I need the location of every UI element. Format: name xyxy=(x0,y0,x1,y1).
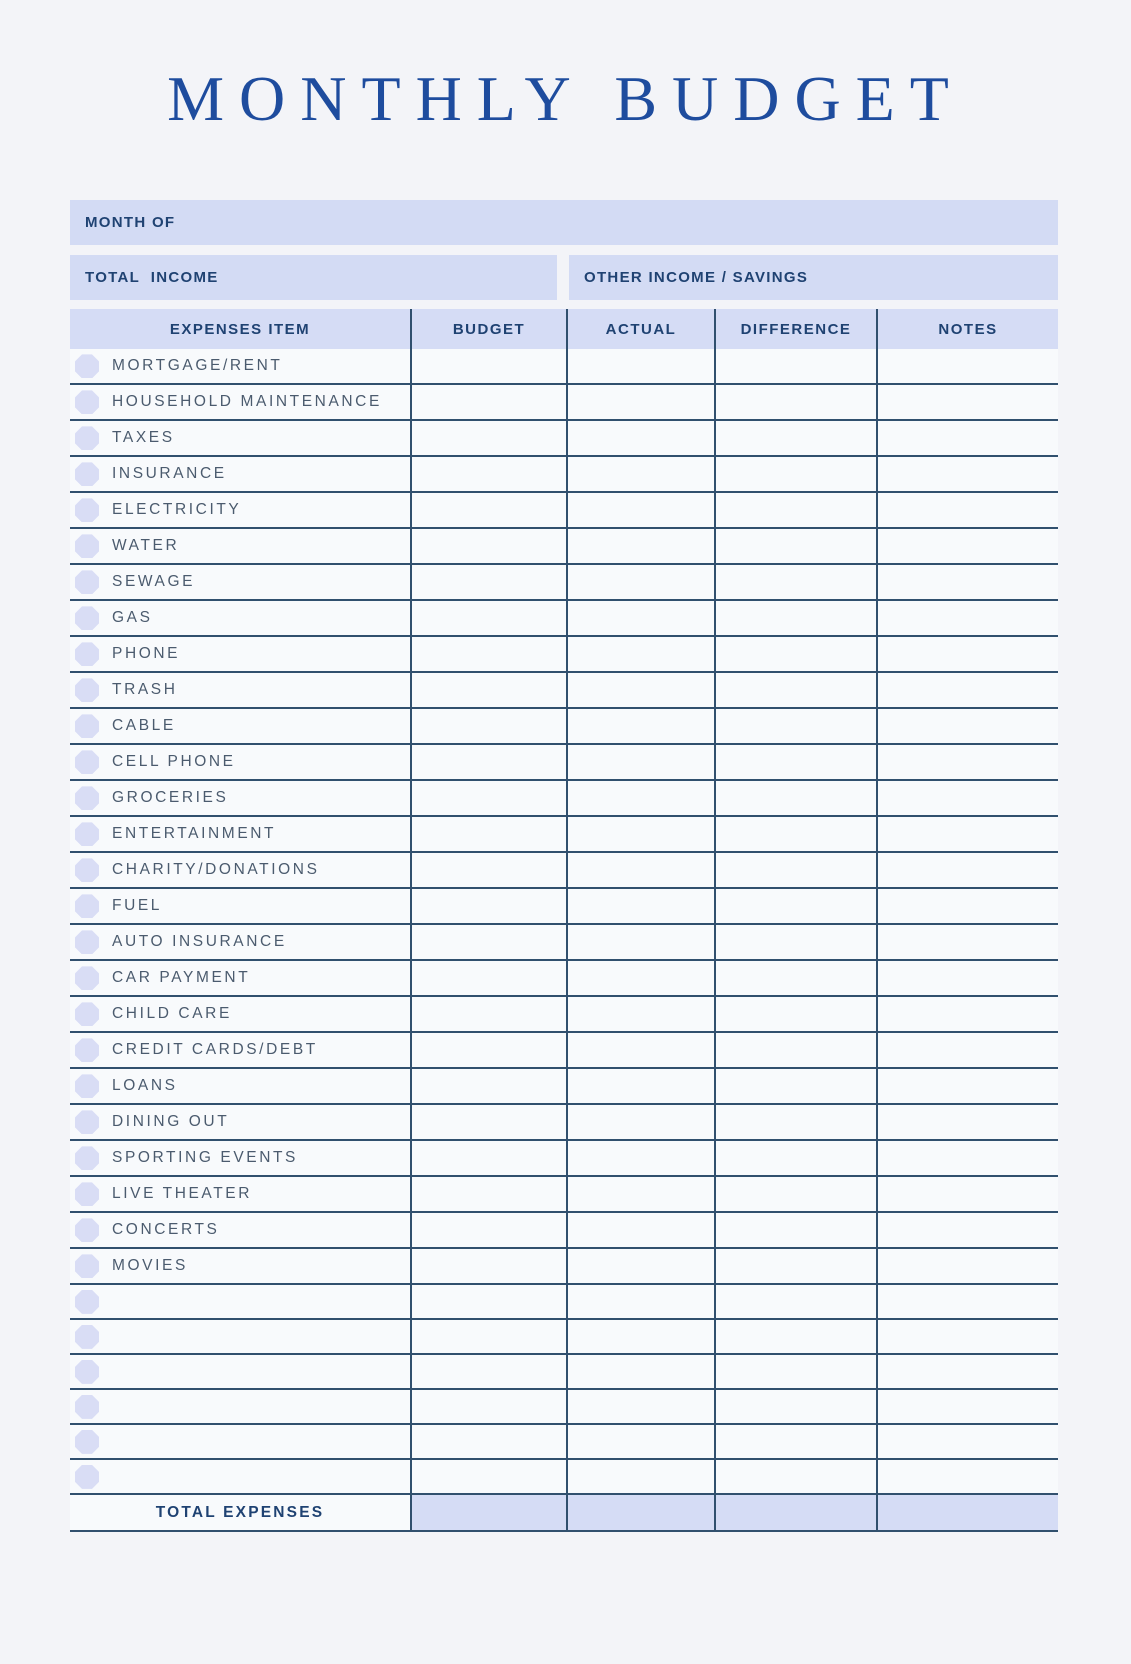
budget-cell xyxy=(410,385,566,419)
budget-cell xyxy=(410,565,566,599)
expense-row xyxy=(70,673,1058,709)
expense-row xyxy=(70,457,1058,493)
difference-cell xyxy=(714,961,876,995)
notes-cell xyxy=(876,1320,1058,1353)
expense-item-cell xyxy=(70,853,410,887)
notes-cell xyxy=(876,1355,1058,1388)
budget-cell xyxy=(410,1249,566,1283)
notes-cell xyxy=(876,709,1058,743)
actual-cell xyxy=(566,925,714,959)
total-income-field xyxy=(70,255,557,300)
expense-item-cell xyxy=(70,565,410,599)
budget-cell xyxy=(410,349,566,383)
actual-cell xyxy=(566,493,714,527)
bullet-octagon-icon xyxy=(75,390,99,414)
actual-cell xyxy=(566,1249,714,1283)
expense-item-cell xyxy=(70,961,410,995)
expense-row xyxy=(70,1033,1058,1069)
notes-cell xyxy=(876,853,1058,887)
budget-cell xyxy=(410,781,566,815)
notes-cell xyxy=(876,421,1058,455)
actual-cell xyxy=(566,1177,714,1211)
budget-cell xyxy=(410,1460,566,1493)
notes-cell xyxy=(876,961,1058,995)
notes-cell xyxy=(876,1285,1058,1318)
expense-item-label: CELL PHONE xyxy=(112,753,236,771)
notes-cell xyxy=(876,637,1058,671)
expense-item-cell xyxy=(70,1069,410,1103)
actual-cell xyxy=(566,853,714,887)
bullet-octagon-icon xyxy=(75,858,99,882)
notes-cell xyxy=(876,997,1058,1031)
bullet-octagon-icon xyxy=(75,534,99,558)
bullet-octagon-icon xyxy=(75,1002,99,1026)
bullet-octagon-icon xyxy=(75,1110,99,1134)
expense-item-label: DINING OUT xyxy=(112,1113,230,1131)
header-difference: DIFFERENCE xyxy=(714,309,876,349)
notes-cell xyxy=(876,349,1058,383)
actual-cell xyxy=(566,817,714,851)
notes-cell xyxy=(876,565,1058,599)
actual-cell xyxy=(566,601,714,635)
notes-cell xyxy=(876,1390,1058,1423)
expense-item-cell xyxy=(70,1460,410,1493)
expense-item-label: CHARITY/DONATIONS xyxy=(112,861,320,879)
notes-cell xyxy=(876,1460,1058,1493)
expense-row xyxy=(70,781,1058,817)
total-expenses-label: TOTAL EXPENSES xyxy=(155,1503,325,1521)
expense-item-cell xyxy=(70,1105,410,1139)
budget-cell xyxy=(410,1390,566,1423)
notes-cell xyxy=(876,1213,1058,1247)
expense-item-cell xyxy=(70,1285,410,1318)
bullet-octagon-icon xyxy=(75,1254,99,1278)
bullet-octagon-icon xyxy=(75,354,99,378)
notes-cell xyxy=(876,1425,1058,1458)
notes-cell xyxy=(876,1105,1058,1139)
budget-cell xyxy=(410,997,566,1031)
expense-row xyxy=(70,709,1058,745)
difference-cell xyxy=(714,421,876,455)
expense-item-label: INSURANCE xyxy=(112,465,227,483)
expense-row xyxy=(70,1460,1058,1495)
other-income-savings-label: OTHER INCOME / SAVINGS xyxy=(584,269,809,287)
bullet-octagon-icon xyxy=(75,498,99,522)
difference-cell xyxy=(714,817,876,851)
expense-row xyxy=(70,925,1058,961)
expense-row xyxy=(70,1249,1058,1285)
difference-cell xyxy=(714,529,876,563)
expense-row xyxy=(70,493,1058,529)
expense-item-label: PHONE xyxy=(112,645,181,663)
total-expenses-label-cell xyxy=(70,1495,410,1530)
notes-cell xyxy=(876,601,1058,635)
actual-cell xyxy=(566,1141,714,1175)
expense-item-label: TAXES xyxy=(112,429,175,447)
actual-cell xyxy=(566,421,714,455)
total-income-label: TOTAL INCOME xyxy=(85,269,219,287)
expense-row xyxy=(70,997,1058,1033)
actual-cell xyxy=(566,457,714,491)
difference-cell xyxy=(714,781,876,815)
bullet-octagon-icon xyxy=(75,1074,99,1098)
expense-item-cell xyxy=(70,1177,410,1211)
bullet-octagon-icon xyxy=(75,966,99,990)
bullet-octagon-icon xyxy=(75,1038,99,1062)
budget-cell xyxy=(410,1320,566,1353)
bullet-octagon-icon xyxy=(75,1290,99,1314)
actual-cell xyxy=(566,565,714,599)
bullet-octagon-icon xyxy=(75,606,99,630)
budget-cell xyxy=(410,853,566,887)
bullet-octagon-icon xyxy=(75,426,99,450)
expense-row xyxy=(70,1425,1058,1460)
difference-cell xyxy=(714,493,876,527)
expense-item-label: CREDIT CARDS/DEBT xyxy=(112,1041,318,1059)
notes-cell xyxy=(876,1141,1058,1175)
expense-row xyxy=(70,1285,1058,1320)
difference-cell xyxy=(714,997,876,1031)
expense-item-label: LOANS xyxy=(112,1077,178,1095)
bullet-octagon-icon xyxy=(75,822,99,846)
bullet-octagon-icon xyxy=(75,1465,99,1489)
difference-cell xyxy=(714,1033,876,1067)
actual-cell xyxy=(566,1033,714,1067)
expense-row xyxy=(70,889,1058,925)
difference-cell xyxy=(714,889,876,923)
actual-cell xyxy=(566,1285,714,1318)
difference-cell xyxy=(714,565,876,599)
difference-cell xyxy=(714,925,876,959)
expense-row xyxy=(70,853,1058,889)
expense-item-label: CHILD CARE xyxy=(112,1005,232,1023)
expense-item-label: MORTGAGE/RENT xyxy=(112,357,283,375)
actual-cell xyxy=(566,1460,714,1493)
bullet-octagon-icon xyxy=(75,930,99,954)
expense-item-cell xyxy=(70,1141,410,1175)
difference-cell xyxy=(714,349,876,383)
notes-cell xyxy=(876,1069,1058,1103)
actual-cell xyxy=(566,1425,714,1458)
difference-cell xyxy=(714,457,876,491)
expense-item-cell xyxy=(70,1213,410,1247)
actual-cell xyxy=(566,997,714,1031)
difference-cell xyxy=(714,1460,876,1493)
actual-cell xyxy=(566,745,714,779)
bullet-octagon-icon xyxy=(75,786,99,810)
expense-item-label: AUTO INSURANCE xyxy=(112,933,287,951)
notes-cell xyxy=(876,925,1058,959)
total-expenses-row xyxy=(70,1495,1058,1532)
notes-cell xyxy=(876,781,1058,815)
notes-cell xyxy=(876,493,1058,527)
bullet-octagon-icon xyxy=(75,1360,99,1384)
expense-item-label: SPORTING EVENTS xyxy=(112,1149,298,1167)
header-actual: ACTUAL xyxy=(566,309,714,349)
expense-item-cell xyxy=(70,385,410,419)
budget-cell xyxy=(410,457,566,491)
actual-cell xyxy=(566,781,714,815)
expense-row xyxy=(70,601,1058,637)
bullet-octagon-icon xyxy=(75,1325,99,1349)
actual-cell xyxy=(566,1069,714,1103)
expense-row xyxy=(70,1069,1058,1105)
budget-page xyxy=(0,64,1131,1664)
actual-cell xyxy=(566,1320,714,1353)
notes-cell xyxy=(876,457,1058,491)
expense-item-cell xyxy=(70,925,410,959)
difference-cell xyxy=(714,1141,876,1175)
notes-cell xyxy=(876,673,1058,707)
expense-row xyxy=(70,421,1058,457)
expense-item-cell xyxy=(70,349,410,383)
income-row xyxy=(70,255,1058,300)
budget-cell xyxy=(410,961,566,995)
budget-cell xyxy=(410,673,566,707)
difference-cell xyxy=(714,1285,876,1318)
actual-cell xyxy=(566,1213,714,1247)
expense-item-cell xyxy=(70,1033,410,1067)
bullet-octagon-icon xyxy=(75,1395,99,1419)
expense-item-cell xyxy=(70,1320,410,1353)
expense-row xyxy=(70,385,1058,421)
budget-cell xyxy=(410,925,566,959)
expense-row xyxy=(70,1177,1058,1213)
difference-cell xyxy=(714,1249,876,1283)
expense-row xyxy=(70,1105,1058,1141)
expense-item-label: CAR PAYMENT xyxy=(112,969,251,987)
notes-cell xyxy=(876,1033,1058,1067)
bullet-octagon-icon xyxy=(75,678,99,702)
expense-row xyxy=(70,1355,1058,1390)
expense-row xyxy=(70,637,1058,673)
other-income-savings-field xyxy=(569,255,1058,300)
month-of-label: MONTH OF xyxy=(85,214,176,232)
difference-cell xyxy=(714,1320,876,1353)
expense-item-cell xyxy=(70,817,410,851)
actual-cell xyxy=(566,529,714,563)
budget-cell xyxy=(410,709,566,743)
difference-cell xyxy=(714,1213,876,1247)
notes-cell xyxy=(876,745,1058,779)
expense-row xyxy=(70,1390,1058,1425)
actual-cell xyxy=(566,673,714,707)
expense-row xyxy=(70,565,1058,601)
notes-cell xyxy=(876,529,1058,563)
difference-cell xyxy=(714,1069,876,1103)
expense-row xyxy=(70,349,1058,385)
difference-cell xyxy=(714,1355,876,1388)
expense-row xyxy=(70,1320,1058,1355)
budget-cell xyxy=(410,1213,566,1247)
budget-cell xyxy=(410,1069,566,1103)
expense-item-label: CONCERTS xyxy=(112,1221,220,1239)
expense-item-cell xyxy=(70,421,410,455)
bullet-octagon-icon xyxy=(75,642,99,666)
expense-item-cell xyxy=(70,997,410,1031)
expenses-table xyxy=(70,309,1058,1532)
expense-item-label: GAS xyxy=(112,609,153,627)
notes-cell xyxy=(876,889,1058,923)
bullet-octagon-icon xyxy=(75,894,99,918)
budget-cell xyxy=(410,637,566,671)
bullet-octagon-icon xyxy=(75,1430,99,1454)
budget-cell xyxy=(410,1105,566,1139)
difference-cell xyxy=(714,709,876,743)
actual-cell xyxy=(566,1390,714,1423)
expense-row xyxy=(70,817,1058,853)
page-title: MONTHLY BUDGET xyxy=(167,63,964,134)
actual-cell xyxy=(566,709,714,743)
expense-item-cell xyxy=(70,1249,410,1283)
notes-cell xyxy=(876,817,1058,851)
difference-cell xyxy=(714,637,876,671)
expense-row xyxy=(70,961,1058,997)
difference-cell xyxy=(714,745,876,779)
bullet-octagon-icon xyxy=(75,570,99,594)
total-actual-cell xyxy=(566,1495,714,1530)
expense-row xyxy=(70,1213,1058,1249)
header-notes: NOTES xyxy=(876,309,1058,349)
expense-item-label: HOUSEHOLD MAINTENANCE xyxy=(112,393,382,411)
expense-item-cell xyxy=(70,493,410,527)
expense-row xyxy=(70,745,1058,781)
total-notes-cell xyxy=(876,1495,1058,1530)
budget-cell xyxy=(410,1425,566,1458)
notes-cell xyxy=(876,1249,1058,1283)
budget-cell xyxy=(410,601,566,635)
expense-item-cell xyxy=(70,745,410,779)
difference-cell xyxy=(714,601,876,635)
actual-cell xyxy=(566,889,714,923)
budget-cell xyxy=(410,817,566,851)
bullet-octagon-icon xyxy=(75,1146,99,1170)
budget-cell xyxy=(410,1033,566,1067)
difference-cell xyxy=(714,673,876,707)
expense-item-cell xyxy=(70,529,410,563)
expense-item-label: MOVIES xyxy=(112,1257,188,1275)
notes-cell xyxy=(876,1177,1058,1211)
difference-cell xyxy=(714,1425,876,1458)
budget-cell xyxy=(410,1141,566,1175)
table-header-row xyxy=(70,309,1058,349)
budget-cell xyxy=(410,421,566,455)
actual-cell xyxy=(566,1355,714,1388)
month-of-field xyxy=(70,200,1058,245)
expense-item-label: WATER xyxy=(112,537,180,555)
budget-cell xyxy=(410,1355,566,1388)
actual-cell xyxy=(566,1105,714,1139)
budget-cell xyxy=(410,889,566,923)
expense-item-label: FUEL xyxy=(112,897,163,915)
expense-item-label: ELECTRICITY xyxy=(112,501,242,519)
page-content xyxy=(70,200,1058,1532)
table-body xyxy=(70,349,1058,1495)
actual-cell xyxy=(566,637,714,671)
difference-cell xyxy=(714,1390,876,1423)
budget-cell xyxy=(410,529,566,563)
bullet-octagon-icon xyxy=(75,1218,99,1242)
bullet-octagon-icon xyxy=(75,462,99,486)
total-difference-cell xyxy=(714,1495,876,1530)
expense-item-label: SEWAGE xyxy=(112,573,196,591)
actual-cell xyxy=(566,961,714,995)
budget-cell xyxy=(410,1285,566,1318)
expense-item-label: GROCERIES xyxy=(112,789,229,807)
header-expenses-item: EXPENSES ITEM xyxy=(169,320,311,338)
actual-cell xyxy=(566,349,714,383)
expense-item-cell xyxy=(70,1390,410,1423)
difference-cell xyxy=(714,853,876,887)
difference-cell xyxy=(714,1177,876,1211)
expense-item-cell xyxy=(70,889,410,923)
bullet-octagon-icon xyxy=(75,714,99,738)
expense-item-cell xyxy=(70,637,410,671)
expense-item-cell xyxy=(70,673,410,707)
expense-item-cell xyxy=(70,601,410,635)
difference-cell xyxy=(714,1105,876,1139)
expense-item-label: CABLE xyxy=(112,717,176,735)
bullet-octagon-icon xyxy=(75,1182,99,1206)
budget-cell xyxy=(410,493,566,527)
expense-row xyxy=(70,529,1058,565)
expense-item-cell xyxy=(70,709,410,743)
expense-item-cell xyxy=(70,781,410,815)
budget-cell xyxy=(410,745,566,779)
expense-item-cell xyxy=(70,1355,410,1388)
budget-cell xyxy=(410,1177,566,1211)
expense-row xyxy=(70,1141,1058,1177)
notes-cell xyxy=(876,385,1058,419)
expense-item-cell xyxy=(70,1425,410,1458)
difference-cell xyxy=(714,385,876,419)
actual-cell xyxy=(566,385,714,419)
total-budget-cell xyxy=(410,1495,566,1530)
expense-item-cell xyxy=(70,457,410,491)
bullet-octagon-icon xyxy=(75,750,99,774)
expense-item-label: ENTERTAINMENT xyxy=(112,825,277,843)
header-budget: BUDGET xyxy=(410,309,566,349)
expense-item-label: LIVE THEATER xyxy=(112,1185,253,1203)
expense-item-label: TRASH xyxy=(112,681,178,699)
